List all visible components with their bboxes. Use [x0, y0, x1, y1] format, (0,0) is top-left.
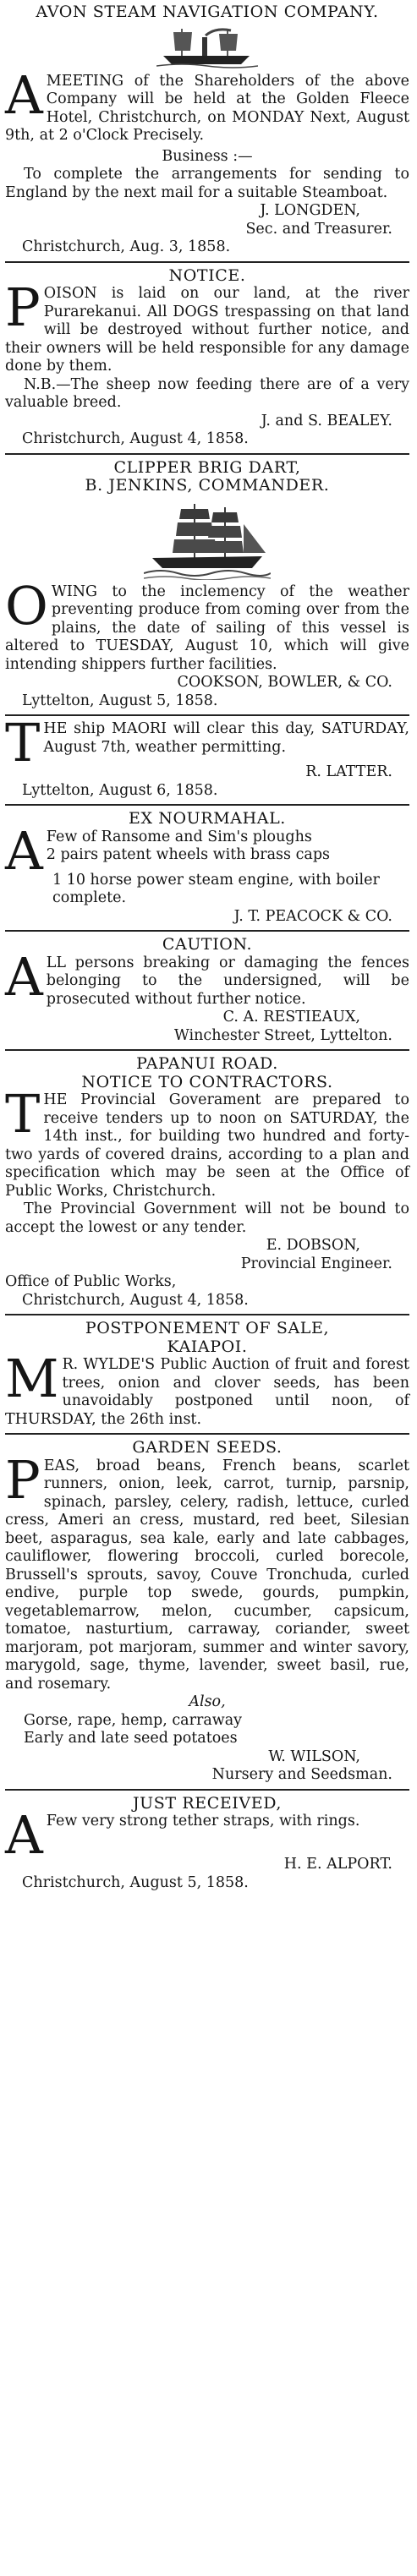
ad-title: POSTPONEMENT OF SALE,: [85, 1319, 330, 1337]
signer: E. DOBSON,: [266, 1237, 360, 1254]
ad-caution: [5, 936, 409, 1045]
signer-title: Nursery and Seedsman.: [211, 1766, 392, 1783]
business-label: Business :—: [162, 147, 253, 165]
newspaper-column: [5, 0, 409, 1892]
ad-title: PAPANUI ROAD.: [136, 1054, 278, 1073]
drop-cap: A: [5, 1804, 43, 1866]
ad-date: Lyttelton, August 5, 1858.: [22, 692, 218, 709]
ad-date: Christchurch, August 4, 1858.: [22, 1291, 249, 1309]
signer: J. and S. BEALEY.: [261, 412, 392, 429]
ad-body: EAS, broad beans, French beans, scarlet runners, onion, leek, carrot, turnip, parsnip, spinach, parsley, celery, radish, lettuce, curled cress, Ameri an cress, mustard, red beet, Silesian beet, asparagus, sea kale, early and late cabbages, cauliflower, flowering broccoli, curled borecole, Brussell's sprouts, savoy, Couve Tronchuda, curled endive, purple top swede, gourds, pumpkin, vegetablemarrow, melon, cucumber, capsicum, tomatoe, nasturtium, carraway, coriander, sweet marjoram, pot marjoram, summer and winter savory, marygold, sage, thyme, lavender, sweet basil, rue, and rosemary.: [5, 1457, 409, 1693]
ad-ship-maori: [5, 712, 409, 800]
drop-cap: O: [5, 574, 48, 637]
also-line: Gorse, rape, hemp, carraway: [24, 1711, 243, 1729]
ad-body: Few very strong tether straps, with rings.: [46, 1813, 360, 1829]
ad-date: Christchurch, Aug. 3, 1858.: [22, 238, 231, 255]
office: Office of Public Works,: [5, 1273, 177, 1290]
ad-subtitle: B. JENKINS, COMMANDER.: [85, 476, 330, 495]
divider: [5, 804, 409, 806]
ad-title: JUST RECEIVED,: [132, 1793, 283, 1813]
ad-body: HE ship MAORI will clear this day, SATURDAY, August 7th, weather permitting.: [43, 720, 409, 756]
signer-title: Provincial Engineer.: [240, 1255, 392, 1272]
signer: J. LONGDEN,: [260, 202, 360, 219]
divider: [5, 714, 409, 716]
divider: [5, 930, 409, 932]
divider: [5, 261, 409, 263]
ad-avon-steam: [5, 0, 409, 257]
drop-cap: T: [5, 712, 41, 774]
business-text: To complete the arrangements for sending to England by the next mail for a suitable Steamboat.: [5, 166, 409, 201]
ad-date: Lyttelton, August 6, 1858.: [22, 781, 218, 799]
drop-cap: M: [5, 1348, 59, 1409]
divider: [5, 1314, 409, 1315]
signer: J. T. PEACOCK & CO.: [233, 907, 392, 925]
ad-body: OISON is laid on our land, at the river Purarekanui. All DOGS trespassing on that land will be destroyed without further notice, and their owners will be held responsible for any damage done by them.: [5, 285, 409, 375]
signer: COOKSON, BOWLER, & CO.: [177, 674, 392, 691]
signer: H. E. ALPORT.: [283, 1856, 392, 1873]
ad-body-2: The Provincial Government will not be bound to accept the lowest or any tender.: [5, 1200, 409, 1236]
drop-cap: T: [5, 1083, 41, 1145]
brig-engraving: [144, 499, 271, 580]
drop-cap: A: [5, 63, 43, 126]
ad-body: HE Provincial Goverament are prepared to receive tenders up to noon on SATURDAY, the 14th inst., for building two hundred and forty-two yards of covered drains, according to a plan and specification which may be seen at the Office of Public Works, Christchurch.: [5, 1091, 409, 1200]
ad-subtitle: NOTICE TO CONTRACTORS.: [81, 1072, 333, 1091]
drop-cap: P: [5, 1448, 41, 1511]
also-label: Also,: [189, 1693, 226, 1710]
signer: R. LATTER.: [305, 763, 392, 780]
ad-line: Few of Ransome and Sim's ploughs: [46, 828, 312, 845]
ad-line: 1 10 horse power steam engine, with boiler complete.: [52, 871, 380, 906]
ad-date: Christchurch, August 5, 1858.: [22, 1873, 249, 1891]
signer-title: Sec. and Treasurer.: [245, 220, 392, 238]
also-line: Early and late seed potatoes: [24, 1730, 238, 1747]
ad-papanui-road: [5, 1055, 409, 1310]
ad-title: GARDEN SEEDS.: [132, 1438, 283, 1457]
ad-body: WING to the inclemency of the weather preventing produce from coming over from the plains, the date of sailing of this vessel is altered to TUESDAY, August 10, which will give intending shippers further facilities.: [5, 582, 409, 673]
ad-line: 2 pairs patent wheels with brass caps: [46, 846, 330, 863]
ad-title: CLIPPER BRIG DART,: [113, 457, 301, 477]
ad-title: EX NOURMAHAL.: [129, 809, 286, 828]
ad-title: NOTICE.: [168, 265, 246, 285]
ad-body: R. WYLDE'S Public Auction of fruit and forest trees, onion and clover seeds, has been unavoidably postponed until noon, of THURSDAY, the 26th inst.: [5, 1356, 409, 1428]
ad-ex-nourmahal: [5, 810, 409, 926]
divider: [5, 453, 409, 455]
steamship-engraving: [156, 25, 258, 69]
divider: [5, 1789, 409, 1791]
drop-cap: A: [5, 819, 43, 882]
drop-cap: A: [5, 945, 43, 1008]
ad-garden-seeds: [5, 1439, 409, 1785]
nota-bene: N.B.—The sheep now feeding there are of a very valuable breed.: [5, 375, 409, 411]
ad-body: LL persons breaking or damaging the fences belonging to the undersigned, will be prosecuted without further notice.: [46, 954, 409, 1008]
ad-notice-poison: [5, 267, 409, 449]
divider: [5, 1433, 409, 1435]
ad-date: Christchurch, August 4, 1858.: [22, 430, 249, 447]
ad-subtitle: KAIAPOI.: [167, 1337, 248, 1356]
ad-postponement-of-sale: [5, 1320, 409, 1429]
signer: C. A. RESTIEAUX,: [222, 1009, 360, 1025]
signer-address: Winchester Street, Lyttelton.: [173, 1026, 392, 1044]
ad-body: MEETING of the Shareholders of the above Company will be held at the Golden Fleece Hotel, Christchurch, on MONDAY Next, August 9th, at 2 o'Clock Precisely.: [5, 72, 409, 144]
ad-clipper-brig-dart: [5, 459, 409, 711]
ad-just-received: [5, 1795, 409, 1893]
divider: [5, 1049, 409, 1051]
ad-title: CAUTION.: [162, 935, 253, 954]
drop-cap: P: [5, 276, 41, 338]
ad-title: AVON STEAM NAVIGATION COMPANY.: [36, 3, 379, 21]
signer: W. WILSON,: [268, 1747, 360, 1765]
